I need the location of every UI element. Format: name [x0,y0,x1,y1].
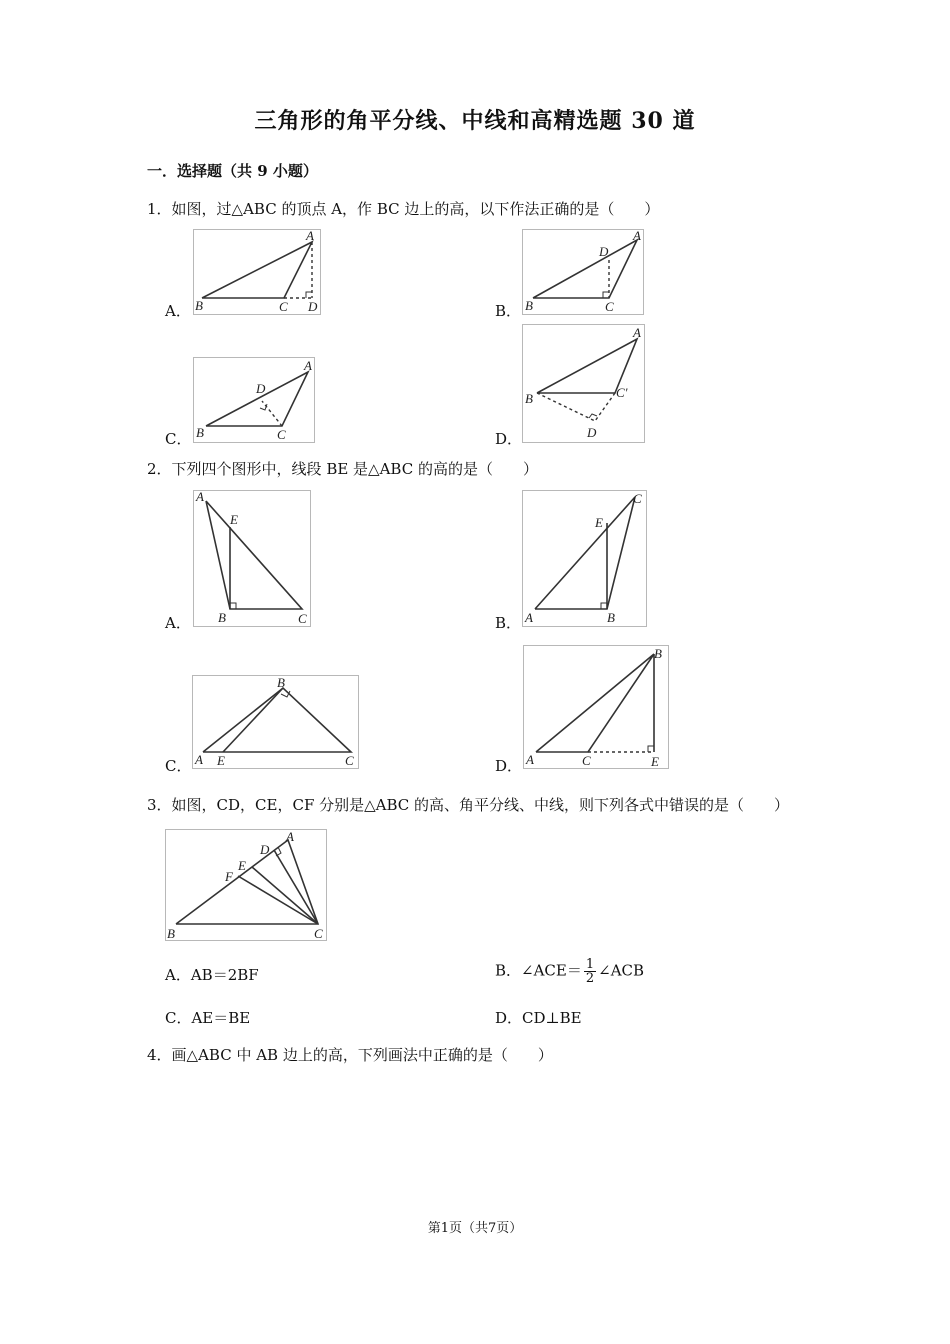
q1-option-d-label: D． [495,430,523,448]
page-footer: 第1页（共7页） [427,1221,523,1236]
q3-label-b: B [167,926,175,940]
q2d-label-c: C [582,753,591,768]
q1d-label-d: D [587,425,597,440]
q1d-label-b: B [525,391,533,406]
q3-option-b-fraction [584,958,596,985]
q1-option-b-label: B． [495,302,522,320]
q1b-label-c: C [605,299,614,314]
question-4-stem: 4．画△ABC 中 AB 边上的高，下列画法中正确的是（ ） [147,1046,553,1064]
q3-label-d: D [260,842,270,857]
q1b-label-b: B [525,298,533,313]
q2b-label-c: C [633,491,642,506]
q1d-label-a: A [633,325,641,340]
q1-option-a-label: A． [165,302,191,320]
q3-label-e: E [238,858,246,873]
q1b-label-a: A [633,230,641,243]
question-3-stem: 3．如图，CD，CE，CF 分别是△ABC 的高、角平分线、中线，则下列各式中错误的是（ ） [147,796,790,814]
q2-option-b-label: B． [495,614,522,632]
q2-option-c-label: C． [165,757,192,775]
q2a-label-a: A [196,491,204,504]
q2a-label-e: E [230,512,238,527]
q2a-label-b: B [218,610,226,625]
q2b-label-a: A [525,610,533,625]
fraction-numerator: 1 [585,957,595,972]
q2-figure-a [193,490,311,627]
section-heading: 一．选择题（共 9 小题） [147,162,318,180]
question-2-stem: 2．下列四个图形中，线段 BE 是△ABC 的高的是（ ） [147,460,538,478]
q2c-label-c: C [345,753,354,768]
q2-figure-d [523,645,669,769]
q2-option-d-label: D． [495,757,523,775]
q1c-label-a: A [304,358,312,373]
q3-option-d: D．CD⊥BE [495,1009,582,1027]
question-1-stem: 1．如图，过△ABC 的顶点 A，作 BC 边上的高，以下作法正确的是（ ） [147,200,660,218]
page-title: 三角形的角平分线、中线和高精选题 30 道 [254,108,696,134]
q3-label-c: C [314,926,323,940]
q3-option-b-prefix: B．∠ACE＝ [495,961,582,980]
q1-figure-a [193,229,321,315]
q2d-label-a: A [526,752,534,767]
q1-figure-b [522,229,644,315]
q2-option-a-label: A． [165,614,191,632]
q1c-label-b: B [196,425,204,440]
q2d-label-b: B [654,646,662,661]
q1-option-c-label: C． [165,430,192,448]
q1-figure-d [522,324,645,443]
q1a-label-d: D [308,299,318,314]
q1-figure-c [193,357,315,443]
q1c-label-c: C [277,427,286,442]
q2c-label-e: E [217,753,225,768]
q3-figure [165,829,327,941]
q1b-label-d: D [599,244,609,259]
fraction-denominator: 2 [585,971,595,986]
q1c-label-d: D [256,381,266,396]
q2-figure-c [192,675,359,769]
q2c-label-a: A [195,752,203,767]
q3-option-c: C．AE＝BE [165,1009,251,1027]
q3-option-b [495,958,644,985]
q3-option-b-suffix: ∠ACB [598,961,645,980]
q2d-label-e: E [651,754,659,768]
q3-label-a: A [286,830,294,844]
q2c-label-b: B [277,676,285,690]
q2b-label-e: E [595,515,603,530]
q1d-label-cprime: C' [616,385,628,400]
q2-figure-b [522,490,647,627]
q3-label-f: F [225,869,233,884]
q2b-label-b: B [607,610,615,625]
q1a-label-c: C [279,299,288,314]
q2a-label-c: C [298,611,307,626]
q3-option-a: A．AB＝2BF [165,966,259,984]
q1a-label-b: B [195,298,203,313]
q1a-label-a: A [306,230,314,243]
